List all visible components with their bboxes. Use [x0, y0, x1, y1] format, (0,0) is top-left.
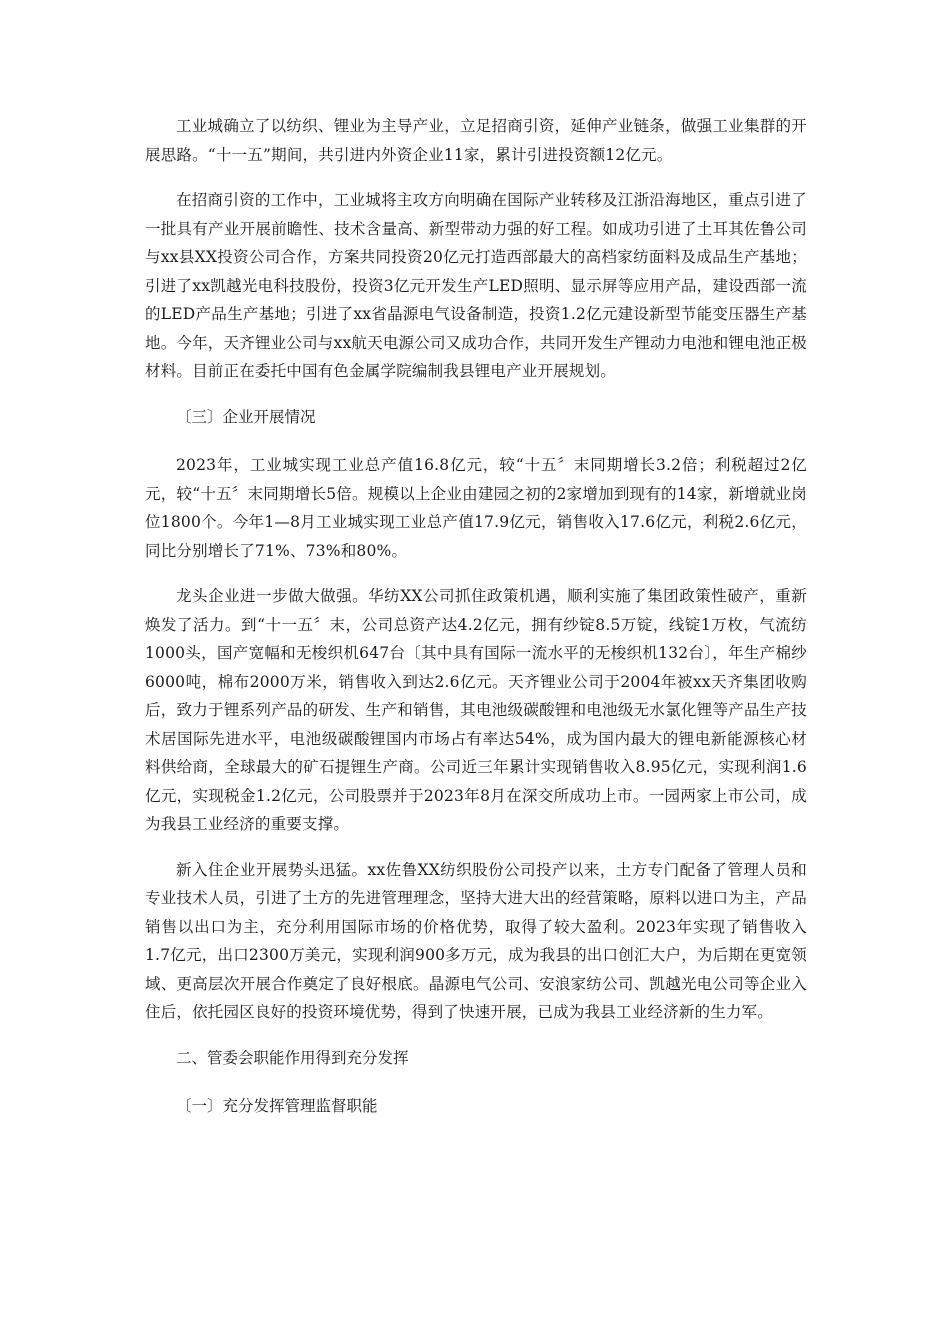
paragraph-new-enterprises: 新入住企业开展势头迅猛。xx佐鲁XX纺织股份公司投产以来，土方专门配备了管理人员和专业技术人员，引进了土方的先进管理理念，坚持大进大出的经营策略，原料以进口为主，产品销售以出口为主，充分利用国际市场的价格优势，取得了较大盈利。2023年实现了销售收入1.7亿元，出口2300万美元，实现利润900多万元，成为我县的出口创汇大户，为后期在更宽领域、更高层次开展合作奠定了良好根底。晶源电气公司、安浪家纺公司、凯越光电公司等企业入住后，依托园区良好的投资环境优势，得到了快速开展，已成为我县工业经济新的生力军。 [145, 860, 807, 1021]
subsection-heading-supervision: 〔一〕充分发挥管理监督职能 [176, 1097, 378, 1115]
section-heading-committee-functions: 二、管委会职能作用得到充分发挥 [176, 1048, 409, 1067]
paragraph-leading-enterprises: 龙头企业进一步做大做强。华纺XX公司抓住政策机遇，顺利实施了集团政策性破产，重新焕发了活力。到“十一五〞末，公司总资产达4.2亿元，拥有纱锭8.5万锭，线锭1万枚，气流纺1000头，国产宽幅和无梭织机647台〔其中具有国际一流水平的无梭织机132台〕，年生产棉纱6000吨，棉布2000万米，销售收入到达2.6亿元。天齐锂业公司于2004年被xx天齐集团收购后，致力于锂系列产品的研发、生产和销售，其电池级碳酸锂和电池级无水氯化锂等产品生产技术居国际先进水平，电池级碳酸锂国内市场占有率达54%，成为国内最大的锂电新能源核心材料供给商，全球最大的矿石提锂生产商。公司近三年累计实现销售收入8.95亿元，实现利润1.6亿元，实现税金1.2亿元，公司股票并于2023年8月在深交所成功上市。一园两家上市公司，成为我县工业经济的重要支撑。 [145, 587, 807, 833]
section-heading-enterprise-development: 〔三〕企业开展情况 [176, 407, 316, 426]
document-page [145, 112, 807, 1141]
paragraph-investment-attraction: 在招商引资的工作中，工业城将主攻方向明确在国际产业转移及江浙沿海地区，重点引进了一批具有产业开展前瞻性、技术含量高、新型带动力强的好工程。如成功引进了土耳其佐鲁公司与xx县XX投资公司合作，方案共同投资20亿元打造西部最大的高档家纺面料及成品生产基地；引进了xx凯越光电科技股份，投资3亿元开发生产LED照明、显示屏等应用产品，建设西部一流的LED产品生产基地；引进了xx省晶源电气设备制造，投资1.2亿元建设新型节能变压器生产基地。今年，天齐锂业公司与xx航天电源公司又成功合作，共同开发生产锂动力电池和锂电池正极材料。目前正在委托中国有色金属学院编制我县锂电产业开展规划。 [145, 191, 807, 380]
paragraph-output-statistics: 2023年，工业城实现工业总产值16.8亿元，较“十五〞末同期增长3.2倍；利税超过2亿元，较“十五〞末同期增长5倍。规模以上企业由建园之初的2家增加到现有的14家，新增就业岗位1800个。今年1—8月工业城实现工业总产值17.9亿元，销售收入17.6亿元，利税2.6亿元，同比分别增长了71%、73%和80%。 [145, 456, 807, 560]
paragraph-industrial-strategy: 工业城确立了以纺织、锂业为主导产业，立足招商引资，延伸产业链条，做强工业集群的开展思路。“十一五”期间，共引进内外资企业11家，累计引进投资额12亿元。 [145, 117, 807, 164]
